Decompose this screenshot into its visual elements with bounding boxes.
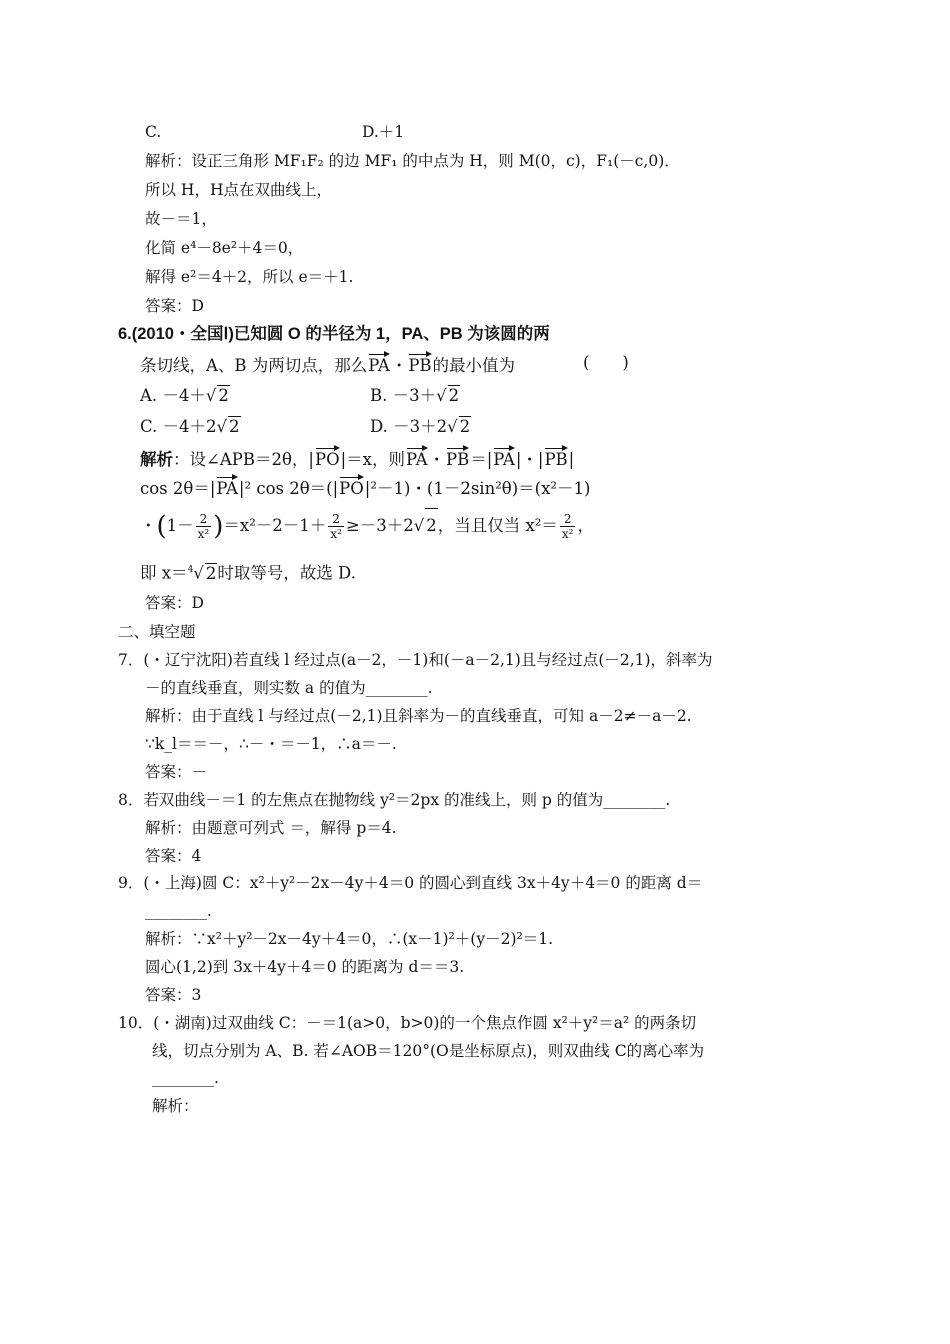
sqrt-icon: √ [413, 516, 425, 535]
answer-bracket: ( ) [583, 353, 629, 372]
sqrt-icon: √ [205, 386, 217, 405]
solution-6-line-3: ・(1－ $\frac{2}{\text{x²}}$ )＝x²－2－1＋ $\frac{2}{\text{x²}}$ ≥－3＋2√ 2，当且仅当 x²＝ $\frac{2}{\text{x²}}$ ， [140, 508, 594, 544]
solution-label: 解析： [152, 1097, 199, 1115]
vector-pa: PA [368, 353, 390, 376]
solution-line: 解得 e²＝4＋2，所以 e＝＋1. [145, 268, 354, 286]
solution-line: 解析：由题意可列式 ＝，解得 p＝4. [145, 819, 397, 837]
fraction: $\frac{2}{\text{x²}}$ [561, 512, 574, 541]
fraction: $\frac{2}{\text{x²}}$ [330, 512, 342, 541]
option-d: D. －3＋2√ 2 [370, 417, 471, 436]
sqrt-icon: √ [216, 417, 228, 436]
solution-line: 解析：设正三角形 MF₁F₂ 的边 MF₁ 的中点为 H，则 M(0，c)，F₁(－c,0)． [145, 152, 680, 170]
solution-6-line-4: 即 x＝$^4$√ 2时取等号，故选 D. [140, 563, 356, 583]
option-b: B. －3＋√ 2 [370, 386, 460, 405]
solution-line: 圆心(1,2)到 3x＋4y＋4＝0 的距离为 d＝＝3. [145, 958, 465, 976]
question-6-stem: 6.(2010・全国Ⅰ)已知圆 O 的半径为 1，PA、PB 为该圆的两 [118, 325, 550, 343]
solution-line: 解析：∵x²＋y²－2x－4y＋4＝0，∴(x－1)²＋(y－2)²＝1. [145, 930, 553, 948]
question-7-stem: 7．(・辽宁沈阳)若直线 l 经过点(a－2，－1)和(－a－2,1)且与经过点(－2,1)，斜率为 [118, 651, 713, 669]
solution-line: ∵k_l＝＝－，∴－・＝－1，∴a＝－. [145, 735, 397, 753]
solution-line: 故－＝1， [145, 210, 217, 228]
question-9-stem: 9．(・上海)圆 C：x²＋y²－2x－4y＋4＝0 的圆心到直线 3x＋4y＋4＝0 的距离 d＝ [118, 874, 703, 892]
answer-blank: ________. [145, 902, 212, 920]
section-heading: 二、填空题 [118, 623, 196, 641]
sqrt-icon: √ [447, 417, 458, 436]
fraction: $\frac{2}{\text{x²}}$ [197, 512, 210, 541]
solution-line: 解析：由于直线 l 与经过点(－2,1)且斜率为－的直线垂直，可知 a－2≠－a－2. [145, 707, 692, 725]
option-c: C. －4＋2√ 2 [140, 417, 240, 436]
option-d-label: D.＋1 [362, 123, 405, 141]
answer-line: 答案：3 [145, 986, 202, 1004]
answer-line: 答案：4 [145, 847, 202, 865]
vector-pb: PB [408, 353, 431, 376]
solution-line: 化简 e⁴－8e²＋4＝0， [145, 239, 304, 257]
answer-blank: ________. [152, 1069, 219, 1087]
question-6-stem-cont: 条切线，A、B 为两切点，那么PA・PB的最小值为 [140, 353, 515, 376]
sqrt-icon: √ [193, 563, 204, 583]
sqrt-icon: √ [436, 386, 447, 405]
question-10-stem: 10．(・湖南)过双曲线 C：－＝1(a>0，b>0)的一个焦点作圆 x²＋y²＝a² 的两条切 [118, 1014, 697, 1032]
solution-6-line-2: cos 2θ＝|PA|² cos 2θ＝(|PO|²－1)・(1－2sin²θ)＝(x²－1) [140, 476, 590, 499]
option-a: A. －4＋√ 2 [140, 386, 229, 405]
solution-line: 所以 H，H点在双曲线上， [145, 181, 332, 199]
solution-6-line-1: 解析：设∠APB＝2θ，|PO|＝x，则PA・PB＝|PA|・|PB| [140, 447, 574, 470]
question-7-stem-cont: －的直线垂直，则实数 a 的值为________. [145, 679, 433, 697]
question-10-stem-cont: 线，切点分别为 A、B. 若∠AOB＝120°(O是坐标原点)，则双曲线 C的离心率为 [152, 1042, 705, 1060]
answer-line: 答案：D [145, 297, 204, 315]
answer-line: 答案：－ [145, 763, 208, 781]
option-c-label: C. [145, 123, 162, 141]
solution-label: 解析 [140, 451, 173, 469]
answer-line: 答案：D [145, 594, 204, 612]
question-8-stem: 8．若双曲线－＝1 的左焦点在抛物线 y²＝2px 的准线上，则 p 的值为________. [118, 791, 671, 809]
